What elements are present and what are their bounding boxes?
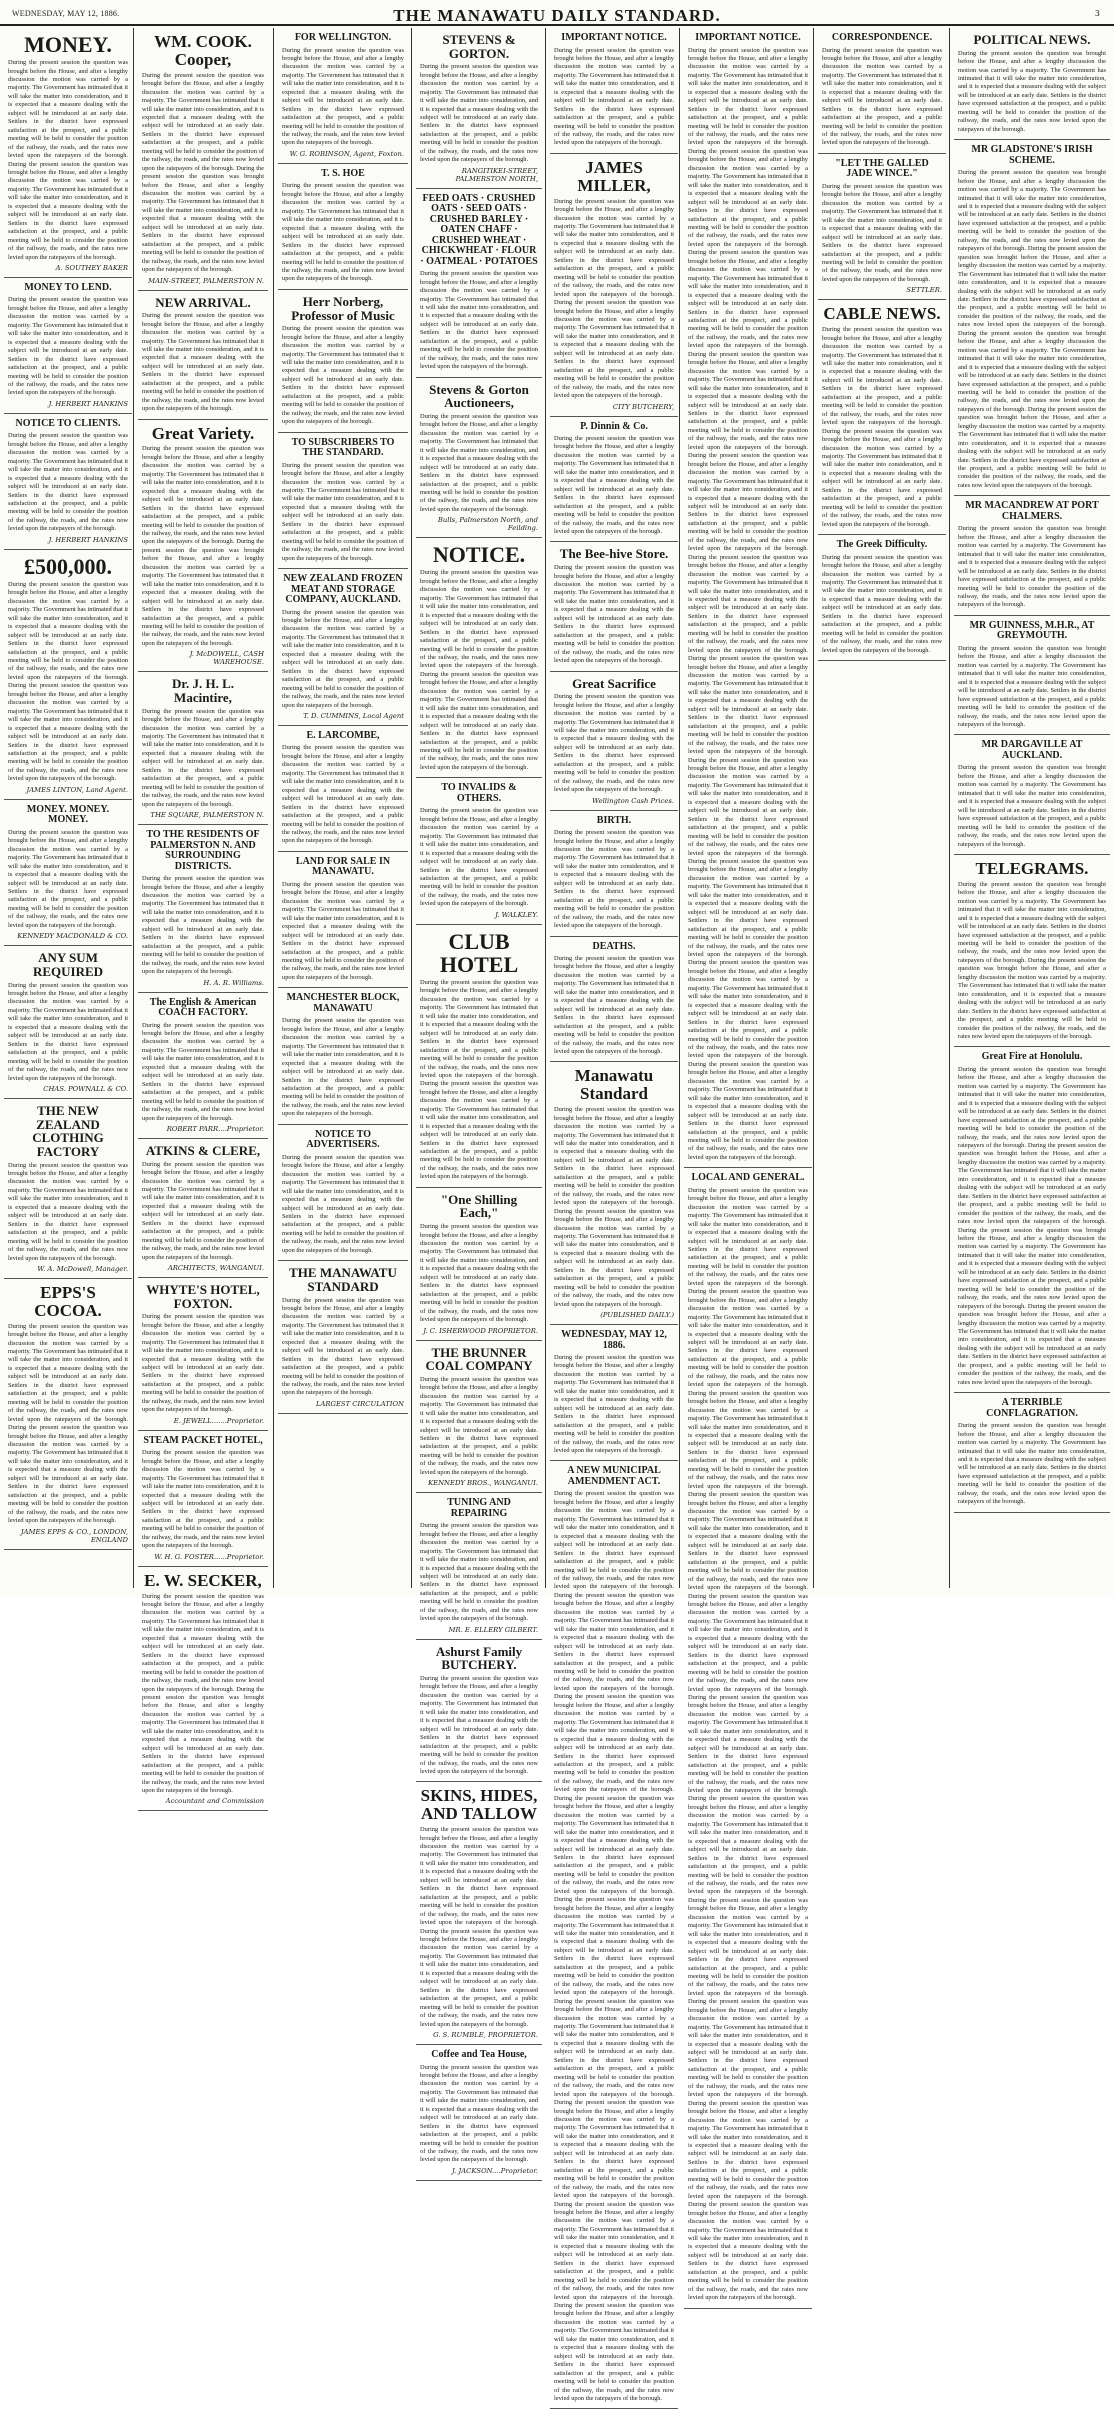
article-body: During the present session the question was brought before the House, and after a lengthy discussion the motion was carried by a majority. The Government has intimated that it will take the matter into consideration, and it is expected that a measure dealing with the subject will be introduced at an early date. Settlers in the district have expressed satisfaction at the prospect, and a public meeting will be held to consider the position of the railway, the roads, and the rates now levied upon the ratepayers of the borough.: [554, 829, 674, 930]
article-heading: Great Variety.: [151, 423, 255, 443]
article-heading: Great Fire at Honolulu.: [981, 1051, 1083, 1063]
article-block: [416, 538, 542, 778]
article-block: [954, 616, 1110, 736]
article-heading: Dr. J. H. L. Macintire,: [172, 676, 234, 705]
article-block: [550, 28, 678, 154]
article-signature: KENNEDY MACDONALD & CO.: [17, 932, 128, 941]
article-signature: E. JEWELL.......Proprietor.: [173, 1416, 264, 1425]
article-block: [138, 825, 268, 992]
article-signature: Accountant and Commission: [165, 1797, 264, 1806]
article-block: [416, 925, 542, 1188]
article-body: During the present session the question was brought before the House, and after a lengthy discussion the motion was carried by a majority. The Government has intimated that it will take the matter into consideration, and it is expected that a measure dealing with the subject will be introduced at an early date. Settlers in the district have expressed satisfaction at the prospect, and a public meeting will be held to consider the position of the railway, the roads, and the rates now levied upon the ratepayers of the borough.: [282, 182, 404, 283]
article-heading: MR GLADSTONE'S IRISH SCHEME.: [971, 144, 1093, 166]
article-body: During the present session the question was brought before the House, and after a lengthy discussion the motion was carried by a majority. The Government has intimated that it will take the matter into consideration, and it is expected that a measure dealing with the subject will be introduced at an early date. Settlers in the district have expressed satisfaction at the prospect, and a public meeting will be held to consider the position of the railway, the roads, and the rates now levied upon the ratepayers of the borough.: [282, 880, 404, 981]
article-body: During the present session the question was brought before the House, and after a lengthy discussion the motion was carried by a majority. The Government has intimated that it will take the matter into consideration, and it is expected that a measure dealing with the subject will be introduced at an early date. Settlers in the district have expressed satisfaction at the prospect, and a public meeting will be held to consider the position of the railway, the roads, and the rates now levied upon the ratepayers of the borough. During the present session the question was brought before the House, and after a lengthy discussion the motion was carried by a majority. The Government has intimated that it will take the matter into consideration, and it is expected that a measure dealing with the subject will be introduced at an early date. Settlers in the district have expressed satisfaction at the prospect, and a public meeting will be held to consider the position of the railway, the roads, and the rates now levied upon the ratepayers of the borough.: [420, 569, 538, 771]
article-heading: The Greek Difficulty.: [836, 539, 928, 551]
article-signature: J. C. ISHERWOOD PROPRIETOR.: [423, 1326, 538, 1335]
article-body: During the present session the question was brought before the House, and after a lengthy discussion the motion was carried by a majority. The Government has intimated that it will take the matter into consideration, and it is expected that a measure dealing with the subject will be introduced at an early date. Settlers in the district have expressed satisfaction at the prospect, and a public meeting will be held to consider the position of the railway, the roads, and the rates now levied upon the ratepayers of the borough. During the present session the question was brought before the House, and after a lengthy discussion the motion was carried by a majority. The Government has intimated that it will take the matter into consideration, and it is expected that a measure dealing with the subject will be introduced at an early date. Settlers in the district have expressed satisfaction at the prospect, and a public meeting will be held to consider the position of the railway, the roads, and the rates now levied upon the ratepayers of the borough.: [420, 978, 538, 1181]
article-block: [818, 154, 946, 300]
masthead-date: WEDNESDAY, MAY 12, 1886.: [12, 9, 120, 18]
article-block: [4, 1099, 132, 1279]
article-block: [954, 855, 1110, 1047]
article-block: [138, 420, 268, 673]
article-heading: E. W. SECKER,: [144, 1570, 262, 1590]
article-signature: J. HERBERT HANKINS: [48, 399, 128, 408]
article-signature: ARCHITECTS, WANGANUI.: [167, 1264, 264, 1273]
article-block: [138, 672, 268, 825]
article-signature: J. WALKLEY.: [495, 910, 538, 919]
article-heading: EPPS'S COCOA.: [34, 1282, 102, 1320]
article-block: [278, 433, 408, 569]
article-heading: The English & American COACH FACTORY.: [149, 996, 257, 1019]
article-block: [416, 1493, 542, 1639]
article-heading: IMPORTANT NOTICE.: [561, 32, 667, 43]
article-block: [684, 28, 812, 1168]
article-block: [416, 1782, 542, 2045]
article-body: During the present session the question was brought before the House, and after a lengthy discussion the motion was carried by a majority. The Government has intimated that it will take the matter into consideration, and it is expected that a measure dealing with the subject will be introduced at an early date. Settlers in the district have expressed satisfaction at the prospect, and a public meeting will be held to consider the position of the railway, the roads, and the rates now levied upon the ratepayers of the borough.: [958, 644, 1106, 728]
article-heading: POLITICAL NEWS.: [973, 32, 1091, 47]
article-body: During the present session the question was brought before the House, and after a lengthy discussion the motion was carried by a majority. The Government has intimated that it will take the matter into consideration, and it is expected that a measure dealing with the subject will be introduced at an early date. Settlers in the district have expressed satisfaction at the prospect, and a public meeting will be held to consider the position of the railway, the roads, and the rates now levied upon the ratepayers of the borough. During the present session the question was brought before the House, and after a lengthy discussion the motion was carried by a majority. The Government has intimated that it will take the matter into consideration, and it is expected that a measure dealing with the subject will be introduced at an early date. Settlers in the district have expressed satisfaction at the prospect, and a public meeting will be held to consider the position of the railway, the roads, and the rates now levied upon the ratepayers of the borough.: [142, 1592, 264, 1794]
column-rule: [273, 28, 274, 1588]
article-body: During the present session the question was brought before the House, and after a lengthy discussion the motion was carried by a majority. The Government has intimated that it will take the matter into consideration, and it is expected that a measure dealing with the subject will be introduced at an early date. Settlers in the district have expressed satisfaction at the prospect, and a public meeting will be held to consider the position of the railway, the roads, and the rates now levied upon the ratepayers of the borough. During the present session the question was brought before the House, and after a lengthy discussion the motion was carried by a majority. The Government has intimated that it will take the matter into consideration, and it is expected that a measure dealing with the subject will be introduced at an early date. Settlers in the district have expressed satisfaction at the prospect, and a public meeting will be held to consider the position of the railway, the roads, and the rates now levied upon the ratepayers of the borough.: [554, 197, 674, 400]
article-heading: NOTICE.: [432, 542, 526, 568]
article-heading: NEW ARRIVAL.: [155, 294, 251, 310]
article-heading: THE MANAWATU STANDARD: [289, 1265, 397, 1294]
article-block: [138, 1278, 268, 1431]
article-heading: TO SUBSCRIBERS TO THE STANDARD.: [291, 436, 395, 459]
article-block: [954, 1393, 1110, 1513]
article-signature: JAMES EPPS & CO., LONDON, ENGLAND: [20, 1527, 128, 1544]
article-signature: (PUBLISHED DAILY.): [600, 1311, 674, 1320]
article-signature: G. S. RUMBLE, PROPRIETOR.: [433, 2031, 538, 2039]
article-heading: IMPORTANT NOTICE.: [695, 32, 801, 43]
article-body: During the present session the question was brought before the House, and after a lengthy discussion the motion was carried by a majority. The Government has intimated that it will take the matter into consideration, and it is expected that a measure dealing with the subject will be introduced at an early date. Settlers in the district have expressed satisfaction at the prospect, and a public meeting will be held to consider the position of the railway, the roads, and the rates now levied upon the ratepayers of the borough.: [554, 46, 674, 147]
article-signature: CHAS. POWNALL & CO.: [43, 1084, 128, 1093]
article-heading: P. Dinnin & Co.: [580, 420, 648, 432]
column-3: [278, 28, 408, 1590]
column-8: [954, 28, 1110, 1590]
article-heading: STEVENS & GORTON.: [442, 32, 516, 61]
article-heading: NOTICE TO ADVERTISERS.: [306, 1128, 380, 1151]
article-block: [278, 726, 408, 852]
article-heading: MONEY.: [24, 32, 112, 57]
article-block: [278, 1125, 408, 1261]
article-block: [4, 800, 132, 946]
article-block: [416, 1640, 542, 1783]
article-block: [278, 569, 408, 726]
masthead: [0, 0, 1114, 26]
article-signature: LARGEST CIRCULATION: [315, 1399, 404, 1408]
article-heading: WM. COOK. Cooper,: [154, 32, 252, 69]
column-4: [416, 28, 542, 2175]
column-rule: [133, 28, 134, 1588]
article-signature: H. A. R. Williams.: [203, 978, 264, 987]
article-signature: J. McDOWELL, CASH WAREHOUSE.: [189, 650, 264, 667]
column-6: [684, 28, 812, 2302]
article-heading: A TERRIBLE CONFLAGRATION.: [986, 1397, 1078, 1419]
article-block: [416, 378, 542, 539]
article-block: [818, 535, 946, 661]
article-block: [416, 28, 542, 189]
article-body: During the present session the question was brought before the House, and after a lengthy discussion the motion was carried by a majority. The Government has intimated that it will take the matter into consideration, and it is expected that a measure dealing with the subject will be introduced at an early date. Settlers in the district have expressed satisfaction at the prospect, and a public meeting will be held to consider the position of the railway, the roads, and the rates now levied upon the ratepayers of the borough.: [958, 49, 1106, 133]
article-block: [550, 1325, 678, 1461]
article-block: [954, 140, 1110, 496]
article-heading: ANY SUM REQUIRED: [32, 950, 104, 979]
article-body: During the present session the question was brought before the House, and after a lengthy discussion the motion was carried by a majority. The Government has intimated that it will take the matter into consideration, and it is expected that a measure dealing with the subject will be introduced at an early date. Settlers in the district have expressed satisfaction at the prospect, and a public meeting will be held to consider the position of the railway, the roads, and the rates now levied upon the ratepayers of the borough. During the present session the question was brought before the House, and after a lengthy discussion the motion was carried by a majority. The Government has intimated that it will take the matter into consideration, and it is expected that a measure dealing with the subject will be introduced at an early date. Settlers in the district have expressed satisfaction at the prospect, and a public meeting will be held to consider the position of the railway, the roads, and the rates now levied upon the ratepayers of the borough.: [142, 445, 264, 647]
article-heading: SKINS, HIDES, AND TALLOW: [420, 1786, 538, 1824]
article-body: During the present session the question was brought before the House, and after a lengthy discussion the motion was carried by a majority. The Government has intimated that it will take the matter into consideration, and it is expected that a measure dealing with the subject will be introduced at an early date. Settlers in the district have expressed satisfaction at the prospect, and a public meeting will be held to consider the position of the railway, the roads, and the rates now levied upon the ratepayers of the borough.: [282, 461, 404, 562]
article-block: [278, 988, 408, 1124]
article-block: [550, 154, 678, 417]
article-body: During the present session the question was brought before the House, and after a lengthy discussion the motion was carried by a majority. The Government has intimated that it will take the matter into consideration, and it is expected that a measure dealing with the subject will be introduced at an early date. Settlers in the district have expressed satisfaction at the prospect, and a public meeting will be held to consider the position of the railway, the roads, and the rates now levied upon the ratepayers of the borough.: [958, 764, 1106, 848]
article-heading: Herr Norberg, Professor of Music: [291, 293, 395, 323]
article-body: During the present session the question was brought before the House, and after a lengthy discussion the motion was carried by a majority. The Government has intimated that it will take the matter into consideration, and it is expected that a measure dealing with the subject will be introduced at an early date. Settlers in the district have expressed satisfaction at the prospect, and a public meeting will be held to consider the position of the railway, the roads, and the rates now levied upon the ratepayers of the borough. During the present session the question was brought before the House, and after a lengthy discussion the motion was carried by a majority. The Government has intimated that it will take the matter into consideration, and it is expected that a measure dealing with the subject will be introduced at an early date. Settlers in the district have expressed satisfaction at the prospect, and a public meeting will be held to consider the position of the railway, the roads, and the rates now levied upon the ratepayers of the borough. During the present session the question was brought before the House, and after a lengthy discussion the motion was carried by a majority. The Government has intimated that it will take the matter into consideration, and it is expected that a measure dealing with the subject will be introduced at an early date. Settlers in the district have expressed satisfaction at the prospect, and a public meeting will be held to consider the position of the railway, the roads, and the rates now levied upon the ratepayers of the borough. During the present session the question was brought before the House, and after a lengthy discussion the motion was carried by a majority. The Government has intimated that it will take the matter into consideration, and it is expected that a measure dealing with the subject will be introduced at an early date. Settlers in the district have expressed satisfaction at the prospect, and a public meeting will be held to consider the position of the railway, the roads, and the rates now levied upon the ratepayers of the borough.: [958, 1065, 1106, 1386]
article-heading: ATKINS & CLERE,: [145, 1142, 261, 1158]
column-2: [138, 28, 268, 1806]
article-block: [278, 290, 408, 433]
article-heading: WEDNESDAY, MAY 12, 1886.: [561, 1329, 667, 1351]
article-heading: CABLE NEWS.: [823, 304, 941, 324]
article-heading: MANCHESTER BLOCK, MANAWATU: [286, 992, 400, 1014]
article-block: [138, 993, 268, 1139]
article-body: During the present session the question was brought before the House, and after a lengthy discussion the motion was carried by a majority. The Government has intimated that it will take the matter into consideration, and it is expected that a measure dealing with the subject will be introduced at an early date. Settlers in the district have expressed satisfaction at the prospect, and a public meeting will be held to consider the position of the railway, the roads, and the rates now levied upon the ratepayers of the borough. During the present session the question was brought before the House, and after a lengthy discussion the motion was carried by a majority. The Government has intimated that it will take the matter into consideration, and it is expected that a measure dealing with the subject will be introduced at an early date. Settlers in the district have expressed satisfaction at the prospect, and a public meeting will be held to consider the position of the railway, the roads, and the rates now levied upon the ratepayers of the borough. During the present session the question was brought before the House, and after a lengthy discussion the motion was carried by a majority. The Government has intimated that it will take the matter into consideration, and it is expected that a measure dealing with the subject will be introduced at an early date. Settlers in the district have expressed satisfaction at the prospect, and a public meeting will be held to consider the position of the railway, the roads, and the rates now levied upon the ratepayers of the borough. During the present session the question was brought before the House, and after a lengthy discussion the motion was carried by a majority. The Government has intimated that it will take the matter into consideration, and it is expected that a measure dealing with the subject will be introduced at an early date. Settlers in the district have expressed satisfaction at the prospect, and a public meeting will be held to consider the position of the railway, the roads, and the rates now levied upon the ratepayers of the borough. During the present session the question was brought before the House, and after a lengthy discussion the motion was carried by a majority. The Government has intimated that it will take the matter into consideration, and it is expected that a measure dealing with the subject will be introduced at an early date. Settlers in the district have expressed satisfaction at the prospect, and a public meeting will be held to consider the position of the railway, the roads, and the rates now levied upon the ratepayers of the borough. During the present session the question was brought before the House, and after a lengthy discussion the motion was carried by a majority. The Government has intimated that it will take the matter into consideration, and it is expected that a measure dealing with the subject will be introduced at an early date. Settlers in the district have expressed satisfaction at the prospect, and a public meeting will be held to consider the position of the railway, the roads, and the rates now levied upon the ratepayers of the borough. During the present session the question was brought before the House, and after a lengthy discussion the motion was carried by a majority. The Government has intimated that it will take the matter into consideration, and it is expected that a measure dealing with the subject will be introduced at an early date. Settlers in the district have expressed satisfaction at the prospect, and a public meeting will be held to consider the position of the railway, the roads, and the rates now levied upon the ratepayers of the borough. During the present session the question was brought before the House, and after a lengthy discussion the motion was carried by a majority. The Government has intimated that it will take the matter into consideration, and it is expected that a measure dealing with the subject will be introduced at an early date. Settlers in the district have expressed satisfaction at the prospect, and a public meeting will be held to consider the position of the railway, the roads, and the rates now levied upon the ratepayers of the borough. During the present session the question was brought before the House, and after a lengthy discussion the motion was carried by a majority. The Government has intimated that it will take the matter into consideration, and it is expected that a measure dealing with the subject will be introduced at an early date. Settlers in the district have expressed satisfaction at the prospect, and a public meeting will be held to consider the position of the railway, the roads, and the rates now levied upon the ratepayers of the borough. During the present session the question was brought before the House, and after a lengthy discussion the motion was carried by a majority. The Government has intimated that it will take the matter into consideration, and it is expected that a measure dealing with the subject will be introduced at an early date. Settlers in the district have expressed satisfaction at the prospect, and a public meeting will be held to consider the position of the railway, the roads, and the rates now levied upon the ratepayers of the borough. During the present session the question was brought before the House, and after a lengthy discussion the motion was carried by a majority. The Government has intimated that it will take the matter into consideration, and it is expected that a measure dealing with the subject will be introduced at an early date. Settlers in the district have expressed satisfaction at the prospect, and a public meeting will be held to consider the position of the railway, the roads, and the rates now levied upon the ratepayers of the borough.: [688, 1186, 808, 2302]
article-body: During the present session the question was brought before the House, and after a lengthy discussion the motion was carried by a majority. The Government has intimated that it will take the matter into consideration, and it is expected that a measure dealing with the subject will be introduced at an early date. Settlers in the district have expressed satisfaction at the prospect, and a public meeting will be held to consider the position of the railway, the roads, and the rates now levied upon the ratepayers of the borough.: [142, 1449, 264, 1550]
article-block: [550, 417, 678, 543]
article-body: During the present session the question was brought before the House, and after a lengthy discussion the motion was carried by a majority. The Government has intimated that it will take the matter into consideration, and it is expected that a measure dealing with the subject will be introduced at an early date. Settlers in the district have expressed satisfaction at the prospect, and a public meeting will be held to consider the position of the railway, the roads, and the rates now levied upon the ratepayers of the borough.: [420, 63, 538, 164]
article-heading: LAND FOR SALE IN MANAWATU.: [295, 855, 391, 878]
article-body: During the present session the question was brought before the House, and after a lengthy discussion the motion was carried by a majority. The Government has intimated that it will take the matter into consideration, and it is expected that a measure dealing with the subject will be introduced at an early date. Settlers in the district have expressed satisfaction at the prospect, and a public meeting will be held to consider the position of the railway, the roads, and the rates now levied upon the ratepayers of the borough.: [822, 553, 942, 654]
article-body: During the present session the question was brought before the House, and after a lengthy discussion the motion was carried by a majority. The Government has intimated that it will take the matter into consideration, and it is expected that a measure dealing with the subject will be introduced at an early date. Settlers in the district have expressed satisfaction at the prospect, and a public meeting will be held to consider the position of the railway, the roads, and the rates now levied upon the ratepayers of the borough.: [958, 525, 1106, 609]
article-body: During the present session the question was brought before the House, and after a lengthy discussion the motion was carried by a majority. The Government has intimated that it will take the matter into consideration, and it is expected that a measure dealing with the subject will be introduced at an early date. Settlers in the district have expressed satisfaction at the prospect, and a public meeting will be held to consider the position of the railway, the roads, and the rates now levied upon the ratepayers of the borough.: [282, 608, 404, 709]
article-block: [550, 1461, 678, 2409]
article-heading: STEAM PACKET HOTEL,: [143, 1434, 263, 1446]
article-block: [4, 278, 132, 414]
article-body: During the present session the question was brought before the House, and after a lengthy discussion the motion was carried by a majority. The Government has intimated that it will take the matter into consideration, and it is expected that a measure dealing with the subject will be introduced at an early date. Settlers in the district have expressed satisfaction at the prospect, and a public meeting will be held to consider the position of the railway, the roads, and the rates now levied upon the ratepayers of the borough.: [554, 435, 674, 535]
article-heading: FEED OATS · CRUSHED OATS · SEED OATS · CRUSHED BARLEY · OATEN CHAFF · CRUSHED WHEAT · CHICKWHEAT · FLOUR · OATMEAL · POTATOES: [420, 192, 538, 267]
column-1: [4, 28, 132, 1590]
article-body: During the present session the question was brought before the House, and after a lengthy discussion the motion was carried by a majority. The Government has intimated that it will take the matter into consideration, and it is expected that a measure dealing with the subject will be introduced at an early date. Settlers in the district have expressed satisfaction at the prospect, and a public meeting will be held to consider the position of the railway, the roads, and the rates now levied upon the ratepayers of the borough. During the present session the question was brought before the House, and after a lengthy discussion the motion was carried by a majority. The Government has intimated that it will take the matter into consideration, and it is expected that a measure dealing with the subject will be introduced at an early date. Settlers in the district have expressed satisfaction at the prospect, and a public meeting will be held to consider the position of the railway, the roads, and the rates now levied upon the ratepayers of the borough.: [822, 326, 942, 528]
article-body: During the present session the question was brought before the House, and after a lengthy discussion the motion was carried by a majority. The Government has intimated that it will take the matter into consideration, and it is expected that a measure dealing with the subject will be introduced at an early date. Settlers in the district have expressed satisfaction at the prospect, and a public meeting will be held to consider the position of the railway, the roads, and the rates now levied upon the ratepayers of the borough.: [554, 955, 674, 1056]
article-block: [550, 937, 678, 1063]
article-body: During the present session the question was brought before the House, and after a lengthy discussion the motion was carried by a majority. The Government has intimated that it will take the matter into consideration, and it is expected that a measure dealing with the subject will be introduced at an early date. Settlers in the district have expressed satisfaction at the prospect, and a public meeting will be held to consider the position of the railway, the roads, and the rates now levied upon the ratepayers of the borough.: [822, 46, 942, 147]
column-5: [550, 28, 678, 2402]
article-body: During the present session the question was brought before the House, and after a lengthy discussion the motion was carried by a majority. The Government has intimated that it will take the matter into consideration, and it is expected that a measure dealing with the subject will be introduced at an early date. Settlers in the district have expressed satisfaction at the prospect, and a public meeting will be held to consider the position of the railway, the roads, and the rates now levied upon the ratepayers of the borough.: [420, 412, 538, 513]
article-signature: Wellington Cash Prices.: [592, 796, 674, 805]
article-body: During the present session the question was brought before the House, and after a lengthy discussion the motion was carried by a majority. The Government has intimated that it will take the matter into consideration, and it is expected that a measure dealing with the subject will be introduced at an early date. Settlers in the district have expressed satisfaction at the prospect, and a public meeting will be held to consider the position of the railway, the roads, and the rates now levied upon the ratepayers of the borough.: [282, 1296, 404, 1397]
article-heading: Manawatu Standard: [574, 1066, 654, 1104]
article-signature: KENNEDY BROS., WANGANUI.: [428, 1479, 538, 1488]
article-body: During the present session the question was brought before the House, and after a lengthy discussion the motion was carried by a majority. The Government has intimated that it will take the matter into consideration, and it is expected that a measure dealing with the subject will be introduced at an early date. Settlers in the district have expressed satisfaction at the prospect, and a public meeting will be held to consider the position of the railway, the roads, and the rates now levied upon the ratepayers of the borough. During the present session the question was brought before the House, and after a lengthy discussion the motion was carried by a majority. The Government has intimated that it will take the matter into consideration, and it is expected that a measure dealing with the subject will be introduced at an early date. Settlers in the district have expressed satisfaction at the prospect, and a public meeting will be held to consider the position of the railway, the roads, and the rates now levied upon the ratepayers of the borough.: [420, 1826, 538, 2028]
article-signature: A. SOUTHEY BAKER: [55, 263, 128, 272]
article-block: [550, 811, 678, 937]
article-body: During the present session the question was brought before the House, and after a lengthy discussion the motion was carried by a majority. The Government has intimated that it will take the matter into consideration, and it is expected that a measure dealing with the subject will be introduced at an early date. Settlers in the district have expressed satisfaction at the prospect, and a public meeting will be held to consider the position of the railway, the roads, and the rates now levied upon the ratepayers of the borough.: [8, 296, 128, 397]
article-block: [138, 1431, 268, 1567]
article-heading: JAMES MILLER,: [577, 157, 651, 195]
article-block: [954, 28, 1110, 140]
article-heading: TUNING AND REPAIRING: [447, 1497, 511, 1519]
article-body: During the present session the question was brought before the House, and after a lengthy discussion the motion was carried by a majority. The Government has intimated that it will take the matter into consideration, and it is expected that a measure dealing with the subject will be introduced at an early date. Settlers in the district have expressed satisfaction at the prospect, and a public meeting will be held to consider the position of the railway, the roads, and the rates now levied upon the ratepayers of the borough.: [142, 707, 264, 808]
article-body: During the present session the question was brought before the House, and after a lengthy discussion the motion was carried by a majority. The Government has intimated that it will take the matter into consideration, and it is expected that a measure dealing with the subject will be introduced at an early date. Settlers in the district have expressed satisfaction at the prospect, and a public meeting will be held to consider the position of the railway, the roads, and the rates now levied upon the ratepayers of the borough.: [420, 1223, 538, 1324]
article-heading: DEATHS.: [592, 940, 636, 952]
article-signature: W. G. ROBINSON, Agent, Foxton.: [289, 149, 404, 158]
article-body: During the present session the question was brought before the House, and after a lengthy discussion the motion was carried by a majority. The Government has intimated that it will take the matter into consideration, and it is expected that a measure dealing with the subject will be introduced at an early date. Settlers in the district have expressed satisfaction at the prospect, and a public meeting will be held to consider the position of the railway, the roads, and the rates now levied upon the ratepayers of the borough.: [282, 1017, 404, 1118]
article-block: [416, 1341, 542, 1494]
article-block: [416, 2045, 542, 2181]
article-signature: THE SQUARE, PALMERSTON N.: [150, 811, 264, 820]
article-signature: CITY BUTCHERY,: [612, 402, 674, 411]
article-block: [278, 1261, 408, 1414]
article-body: During the present session the question was brought before the House, and after a lengthy discussion the motion was carried by a majority. The Government has intimated that it will take the matter into consideration, and it is expected that a measure dealing with the subject will be introduced at an early date. Settlers in the district have expressed satisfaction at the prospect, and a public meeting will be held to consider the position of the railway, the roads, and the rates now levied upon the ratepayers of the borough.: [822, 182, 942, 283]
article-body: During the present session the question was brought before the House, and after a lengthy discussion the motion was carried by a majority. The Government has intimated that it will take the matter into consideration, and it is expected that a measure dealing with the subject will be introduced at an early date. Settlers in the district have expressed satisfaction at the prospect, and a public meeting will be held to consider the position of the railway, the roads, and the rates now levied upon the ratepayers of the borough. During the present session the question was brought before the House, and after a lengthy discussion the motion was carried by a majority. The Government has intimated that it will take the matter into consideration, and it is expected that a measure dealing with the subject will be introduced at an early date. Settlers in the district have expressed satisfaction at the prospect, and a public meeting will be held to consider the position of the railway, the roads, and the rates now levied upon the ratepayers of the borough. During the present session the question was brought before the House, and after a lengthy discussion the motion was carried by a majority. The Government has intimated that it will take the matter into consideration, and it is expected that a measure dealing with the subject will be introduced at an early date. Settlers in the district have expressed satisfaction at the prospect, and a public meeting will be held to consider the position of the railway, the roads, and the rates now levied upon the ratepayers of the borough. During the present session the question was brought before the House, and after a lengthy discussion the motion was carried by a majority. The Government has intimated that it will take the matter into consideration, and it is expected that a measure dealing with the subject will be introduced at an early date. Settlers in the district have expressed satisfaction at the prospect, and a public meeting will be held to consider the position of the railway, the roads, and the rates now levied upon the ratepayers of the borough. During the present session the question was brought before the House, and after a lengthy discussion the motion was carried by a majority. The Government has intimated that it will take the matter into consideration, and it is expected that a measure dealing with the subject will be introduced at an early date. Settlers in the district have expressed satisfaction at the prospect, and a public meeting will be held to consider the position of the railway, the roads, and the rates now levied upon the ratepayers of the borough. During the present session the question was brought before the House, and after a lengthy discussion the motion was carried by a majority. The Government has intimated that it will take the matter into consideration, and it is expected that a measure dealing with the subject will be introduced at an early date. Settlers in the district have expressed satisfaction at the prospect, and a public meeting will be held to consider the position of the railway, the roads, and the rates now levied upon the ratepayers of the borough. During the present session the question was brought before the House, and after a lengthy discussion the motion was carried by a majority. The Government has intimated that it will take the matter into consideration, and it is expected that a measure dealing with the subject will be introduced at an early date. Settlers in the district have expressed satisfaction at the prospect, and a public meeting will be held to consider the position of the railway, the roads, and the rates now levied upon the ratepayers of the borough. During the present session the question was brought before the House, and after a lengthy discussion the motion was carried by a majority. The Government has intimated that it will take the matter into consideration, and it is expected that a measure dealing with the subject will be introduced at an early date. Settlers in the district have expressed satisfaction at the prospect, and a public meeting will be held to consider the position of the railway, the roads, and the rates now levied upon the ratepayers of the borough. During the present session the question was brought before the House, and after a lengthy discussion the motion was carried by a majority. The Government has intimated that it will take the matter into consideration, and it is expected that a measure dealing with the subject will be introduced at an early date. Settlers in the district have expressed satisfaction at the prospect, and a public meeting will be held to consider the position of the railway, the roads, and the rates now levied upon the ratepayers of the borough.: [554, 1490, 674, 2402]
article-block: [550, 1062, 678, 1325]
article-block: [4, 28, 132, 278]
article-heading: TELEGRAMS.: [975, 858, 1089, 878]
article-body: During the present session the question was brought before the House, and after a lengthy discussion the motion was carried by a majority. The Government has intimated that it will take the matter into consideration, and it is expected that a measure dealing with the subject will be introduced at an early date. Settlers in the district have expressed satisfaction at the prospect, and a public meeting will be held to consider the position of the railway, the roads, and the rates now levied upon the ratepayers of the borough. During the present session the question was brought before the House, and after a lengthy discussion the motion was carried by a majority. The Government has intimated that it will take the matter into consideration, and it is expected that a measure dealing with the subject will be introduced at an early date. Settlers in the district have expressed satisfaction at the prospect, and a public meeting will be held to consider the position of the railway, the roads, and the rates now levied upon the ratepayers of the borough.: [8, 59, 128, 261]
article-body: During the present session the question was brought before the House, and after a lengthy discussion the motion was carried by a majority. The Government has intimated that it will take the matter into consideration, and it is expected that a measure dealing with the subject will be introduced at an early date. Settlers in the district have expressed satisfaction at the prospect, and a public meeting will be held to consider the position of the railway, the roads, and the rates now levied upon the ratepayers of the borough. During the present session the question was brought before the House, and after a lengthy discussion the motion was carried by a majority. The Government has intimated that it will take the matter into consideration, and it is expected that a measure dealing with the subject will be introduced at an early date. Settlers in the district have expressed satisfaction at the prospect, and a public meeting will be held to consider the position of the railway, the roads, and the rates now levied upon the ratepayers of the borough. During the present session the question was brought before the House, and after a lengthy discussion the motion was carried by a majority. The Government has intimated that it will take the matter into consideration, and it is expected that a measure dealing with the subject will be introduced at an early date. Settlers in the district have expressed satisfaction at the prospect, and a public meeting will be held to consider the position of the railway, the roads, and the rates now levied upon the ratepayers of the borough. During the present session the question was brought before the House, and after a lengthy discussion the motion was carried by a majority. The Government has intimated that it will take the matter into consideration, and it is expected that a measure dealing with the subject will be introduced at an early date. Settlers in the district have expressed satisfaction at the prospect, and a public meeting will be held to consider the position of the railway, the roads, and the rates now levied upon the ratepayers of the borough.: [958, 169, 1106, 489]
article-block: [954, 735, 1110, 855]
article-heading: Great Sacrifice: [572, 675, 656, 691]
article-body: During the present session the question was brought before the House, and after a lengthy discussion the motion was carried by a majority. The Government has intimated that it will take the matter into consideration, and it is expected that a measure dealing with the subject will be introduced at an early date. Settlers in the district have expressed satisfaction at the prospect, and a public meeting will be held to consider the position of the railway, the roads, and the rates now levied upon the ratepayers of the borough.: [554, 693, 674, 794]
article-heading: A NEW MUNICIPAL AMENDMENT ACT.: [567, 1465, 661, 1487]
article-heading: CLUB HOTEL: [439, 928, 519, 977]
article-heading: LOCAL AND GENERAL.: [691, 1172, 805, 1184]
article-block: [278, 164, 408, 290]
article-body: During the present session the question was brought before the House, and after a lengthy discussion the motion was carried by a majority. The Government has intimated that it will take the matter into consideration, and it is expected that a measure dealing with the subject will be introduced at an early date. Settlers in the district have expressed satisfaction at the prospect, and a public meeting will be held to consider the position of the railway, the roads, and the rates now levied upon the ratepayers of the borough.: [8, 828, 128, 929]
column-rule: [679, 28, 680, 1588]
article-body: During the present session the question was brought before the House, and after a lengthy discussion the motion was carried by a majority. The Government has intimated that it will take the matter into consideration, and it is expected that a measure dealing with the subject will be introduced at an early date. Settlers in the district have expressed satisfaction at the prospect, and a public meeting will be held to consider the position of the railway, the roads, and the rates now levied upon the ratepayers of the borough.: [142, 875, 264, 976]
article-heading: £500,000.: [24, 553, 112, 579]
article-body: During the present session the question was brought before the House, and after a lengthy discussion the motion was carried by a majority. The Government has intimated that it will take the matter into consideration, and it is expected that a measure dealing with the subject will be introduced at an early date. Settlers in the district have expressed satisfaction at the prospect, and a public meeting will be held to consider the position of the railway, the roads, and the rates now levied upon the ratepayers of the borough.: [8, 432, 128, 533]
article-signature: J. HERBERT HANKINS: [48, 535, 128, 544]
article-body: During the present session the question was brought before the House, and after a lengthy discussion the motion was carried by a majority. The Government has intimated that it will take the matter into consideration, and it is expected that a measure dealing with the subject will be introduced at an early date. Settlers in the district have expressed satisfaction at the prospect, and a public meeting will be held to consider the position of the railway, the roads, and the rates now levied upon the ratepayers of the borough.: [142, 1160, 264, 1261]
article-heading: MR MACANDREW AT PORT CHALMERS.: [965, 500, 1099, 522]
article-heading: BIRTH.: [596, 814, 632, 826]
article-block: [954, 496, 1110, 616]
article-body: During the present session the question was brought before the House, and after a lengthy discussion the motion was carried by a majority. The Government has intimated that it will take the matter into consideration, and it is expected that a measure dealing with the subject will be introduced at an early date. Settlers in the district have expressed satisfaction at the prospect, and a public meeting will be held to consider the position of the railway, the roads, and the rates now levied upon the ratepayers of the borough.: [142, 1313, 264, 1414]
page-number: 3: [1094, 9, 1100, 18]
article-heading: T. S. HOE: [321, 167, 365, 179]
article-signature: MAIN-STREET, PALMERSTON N.: [148, 276, 264, 285]
column-7: [818, 28, 946, 1590]
article-heading: "One Shilling Each,": [440, 1191, 518, 1221]
column-rule: [411, 28, 412, 1588]
column-rule: [813, 28, 814, 1588]
article-block: [4, 414, 132, 550]
article-heading: The Bee-hive Store.: [559, 546, 669, 562]
article-signature: MR. E. ELLERY GILBERT.: [448, 1625, 538, 1634]
article-body: During the present session the question was brought before the House, and after a lengthy discussion the motion was carried by a majority. The Government has intimated that it will take the matter into consideration, and it is expected that a measure dealing with the subject will be introduced at an early date. Settlers in the district have expressed satisfaction at the prospect, and a public meeting will be held to consider the position of the railway, the roads, and the rates now levied upon the ratepayers of the borough.: [420, 1675, 538, 1775]
article-block: [4, 946, 132, 1099]
article-heading: THE NEW ZEALAND CLOTHING FACTORY: [32, 1102, 104, 1159]
article-body: During the present session the question was brought before the House, and after a lengthy discussion the motion was carried by a majority. The Government has intimated that it will take the matter into consideration, and it is expected that a measure dealing with the subject will be introduced at an early date. Settlers in the district have expressed satisfaction at the prospect, and a public meeting will be held to consider the position of the railway, the roads, and the rates now levied upon the ratepayers of the borough.: [8, 981, 128, 1082]
article-heading: TO THE RESIDENTS OF PALMERSTON N. AND SURROUNDING DISTRICTS.: [146, 829, 260, 872]
article-signature: T. D. CUMMINS, Local Agent: [303, 711, 404, 720]
article-signature: J. JACKSON....Proprietor.: [451, 2166, 538, 2175]
article-body: During the present session the question was brought before the House, and after a lengthy discussion the motion was carried by a majority. The Government has intimated that it will take the matter into consideration, and it is expected that a measure dealing with the subject will be introduced at an early date. Settlers in the district have expressed satisfaction at the prospect, and a public meeting will be held to consider the position of the railway, the roads, and the rates now levied upon the ratepayers of the borough.: [554, 564, 674, 665]
article-body: During the present session the question was brought before the House, and after a lengthy discussion the motion was carried by a majority. The Government has intimated that it will take the matter into consideration, and it is expected that a measure dealing with the subject will be introduced at an early date. Settlers in the district have expressed satisfaction at the prospect, and a public meeting will be held to consider the position of the railway, the roads, and the rates now levied upon the ratepayers of the borough.: [420, 2063, 538, 2164]
article-block: [138, 1567, 268, 1812]
article-block: [416, 778, 542, 924]
article-heading: NOTICE TO CLIENTS.: [15, 417, 121, 429]
article-block: [278, 852, 408, 988]
article-heading: "LET THE GALLED JADE WINCE.": [835, 157, 929, 180]
article-block: [416, 189, 542, 378]
article-body: During the present session the question was brought before the House, and after a lengthy discussion the motion was carried by a majority. The Government has intimated that it will take the matter into consideration, and it is expected that a measure dealing with the subject will be introduced at an early date. Settlers in the district have expressed satisfaction at the prospect, and a public meeting will be held to consider the position of the railway, the roads, and the rates now levied upon the ratepayers of the borough.: [8, 1161, 128, 1262]
masthead-title: THE MANAWATU DAILY STANDARD.: [393, 6, 721, 25]
article-heading: FOR WELLINGTON.: [294, 32, 392, 43]
article-body: During the present session the question was brought before the House, and after a lengthy discussion the motion was carried by a majority. The Government has intimated that it will take the matter into consideration, and it is expected that a measure dealing with the subject will be introduced at an early date. Settlers in the district have expressed satisfaction at the prospect, and a public meeting will be held to consider the position of the railway, the roads, and the rates now levied upon the ratepayers of the borough.: [282, 744, 404, 845]
article-body: During the present session the question was brought before the House, and after a lengthy discussion the motion was carried by a majority. The Government has intimated that it will take the matter into consideration, and it is expected that a measure dealing with the subject will be introduced at an early date. Settlers in the district have expressed satisfaction at the prospect, and a public meeting will be held to consider the position of the railway, the roads, and the rates now levied upon the ratepayers of the borough. During the present session the question was brought before the House, and after a lengthy discussion the motion was carried by a majority. The Government has intimated that it will take the matter into consideration, and it is expected that a measure dealing with the subject will be introduced at an early date. Settlers in the district have expressed satisfaction at the prospect, and a public meeting will be held to consider the position of the railway, the roads, and the rates now levied upon the ratepayers of the borough.: [142, 71, 264, 274]
article-heading: Stevens & Gorton Auctioneers,: [429, 381, 529, 411]
article-body: During the present session the question was brought before the House, and after a lengthy discussion the motion was carried by a majority. The Government has intimated that it will take the matter into consideration, and it is expected that a measure dealing with the subject will be introduced at an early date. Settlers in the district have expressed satisfaction at the prospect, and a public meeting will be held to consider the position of the railway, the roads, and the rates now levied upon the ratepayers of the borough. During the present session the question was brought before the House, and after a lengthy discussion the motion was carried by a majority. The Government has intimated that it will take the matter into consideration, and it is expected that a measure dealing with the subject will be introduced at an early date. Settlers in the district have expressed satisfaction at the prospect, and a public meeting will be held to consider the position of the railway, the roads, and the rates now levied upon the ratepayers of the borough.: [8, 580, 128, 783]
article-body: During the present session the question was brought before the House, and after a lengthy discussion the motion was carried by a majority. The Government has intimated that it will take the matter into consideration, and it is expected that a measure dealing with the subject will be introduced at an early date. Settlers in the district have expressed satisfaction at the prospect, and a public meeting will be held to consider the position of the railway, the roads, and the rates now levied upon the ratepayers of the borough.: [420, 1375, 538, 1476]
article-body: During the present session the question was brought before the House, and after a lengthy discussion the motion was carried by a majority. The Government has intimated that it will take the matter into consideration, and it is expected that a measure dealing with the subject will be introduced at an early date. Settlers in the district have expressed satisfaction at the prospect, and a public meeting will be held to consider the position of the railway, the roads, and the rates now levied upon the ratepayers of the borough. During the present session the question was brought before the House, and after a lengthy discussion the motion was carried by a majority. The Government has intimated that it will take the matter into consideration, and it is expected that a measure dealing with the subject will be introduced at an early date. Settlers in the district have expressed satisfaction at the prospect, and a public meeting will be held to consider the position of the railway, the roads, and the rates now levied upon the ratepayers of the borough.: [958, 880, 1106, 1040]
article-body: During the present session the question was brought before the House, and after a lengthy discussion the motion was carried by a majority. The Government has intimated that it will take the matter into consideration, and it is expected that a measure dealing with the subject will be introduced at an early date. Settlers in the district have expressed satisfaction at the prospect, and a public meeting will be held to consider the position of the railway, the roads, and the rates now levied upon the ratepayers of the borough.: [142, 312, 264, 413]
article-block: [550, 672, 678, 811]
article-heading: MONEY TO LEND.: [24, 281, 112, 293]
article-body: During the present session the question was brought before the House, and after a lengthy discussion the motion was carried by a majority. The Government has intimated that it will take the matter into consideration, and it is expected that a measure dealing with the subject will be introduced at an early date. Settlers in the district have expressed satisfaction at the prospect, and a public meeting will be held to consider the position of the railway, the roads, and the rates now levied upon the ratepayers of the borough.: [142, 1021, 264, 1122]
article-signature: JAMES LINTON, Land Agent.: [26, 785, 128, 794]
article-block: [138, 28, 268, 291]
article-heading: TO INVALIDS & OTHERS.: [441, 782, 517, 804]
article-block: [684, 1168, 812, 2308]
article-body: During the present session the question was brought before the House, and after a lengthy discussion the motion was carried by a majority. The Government has intimated that it will take the matter into consideration, and it is expected that a measure dealing with the subject will be introduced at an early date. Settlers in the district have expressed satisfaction at the prospect, and a public meeting will be held to consider the position of the railway, the roads, and the rates now levied upon the ratepayers of the borough.: [282, 325, 404, 426]
article-body: During the present session the question was brought before the House, and after a lengthy discussion the motion was carried by a majority. The Government has intimated that it will take the matter into consideration, and it is expected that a measure dealing with the subject will be introduced at an early date. Settlers in the district have expressed satisfaction at the prospect, and a public meeting will be held to consider the position of the railway, the roads, and the rates now levied upon the ratepayers of the borough.: [420, 807, 538, 908]
article-heading: MONEY. MONEY. MONEY.: [26, 803, 110, 826]
article-body: During the present session the question was brought before the House, and after a lengthy discussion the motion was carried by a majority. The Government has intimated that it will take the matter into consideration, and it is expected that a measure dealing with the subject will be introduced at an early date. Settlers in the district have expressed satisfaction at the prospect, and a public meeting will be held to consider the position of the railway, the roads, and the rates now levied upon the ratepayers of the borough. During the present session the question was brought before the House, and after a lengthy discussion the motion was carried by a majority. The Government has intimated that it will take the matter into consideration, and it is expected that a measure dealing with the subject will be introduced at an early date. Settlers in the district have expressed satisfaction at the prospect, and a public meeting will be held to consider the position of the railway, the roads, and the rates now levied upon the ratepayers of the borough.: [554, 1106, 674, 1308]
article-signature: W. H. G. FOSTER......Proprietor.: [154, 1552, 264, 1561]
article-heading: MR DARGAVILLE AT AUCKLAND.: [981, 739, 1083, 761]
article-block: [138, 291, 268, 420]
article-block: [818, 28, 946, 154]
article-heading: WHYTE'S HOTEL, FOXTON.: [146, 1282, 260, 1311]
article-heading: MR GUINNESS, M.H.R., AT GREYMOUTH.: [969, 619, 1095, 642]
article-body: During the present session the question was brought before the House, and after a lengthy discussion the motion was carried by a majority. The Government has intimated that it will take the matter into consideration, and it is expected that a measure dealing with the subject will be introduced at an early date. Settlers in the district have expressed satisfaction at the prospect, and a public meeting will be held to consider the position of the railway, the roads, and the rates now levied upon the ratepayers of the borough.: [282, 46, 404, 147]
article-block: [4, 550, 132, 800]
column-rule: [949, 28, 950, 1588]
article-block: [550, 542, 678, 671]
article-heading: CORRESPONDENCE.: [831, 32, 933, 43]
article-body: During the present session the question was brought before the House, and after a lengthy discussion the motion was carried by a majority. The Government has intimated that it will take the matter into consideration, and it is expected that a measure dealing with the subject will be introduced at an early date. Settlers in the district have expressed satisfaction at the prospect, and a public meeting will be held to consider the position of the railway, the roads, and the rates now levied upon the ratepayers of the borough. During the present session the question was brought before the House, and after a lengthy discussion the motion was carried by a majority. The Government has intimated that it will take the matter into consideration, and it is expected that a measure dealing with the subject will be introduced at an early date. Settlers in the district have expressed satisfaction at the prospect, and a public meeting will be held to consider the position of the railway, the roads, and the rates now levied upon the ratepayers of the borough.: [8, 1322, 128, 1525]
article-signature: ROBERT PARR....Proprietor.: [166, 1124, 264, 1133]
article-block: [416, 1188, 542, 1341]
article-heading: THE BRUNNER COAL COMPANY: [425, 1344, 533, 1374]
article-body: During the present session the question was brought before the House, and after a lengthy discussion the motion was carried by a majority. The Government has intimated that it will take the matter into consideration, and it is expected that a measure dealing with the subject will be introduced at an early date. Settlers in the district have expressed satisfaction at the prospect, and a public meeting will be held to consider the position of the railway, the roads, and the rates now levied upon the ratepayers of the borough.: [958, 1422, 1106, 1506]
article-signature: RANGITIKEI-STREET, PALMERSTON NORTH,: [455, 166, 538, 183]
article-signature: Bulls, Palmerston North, and Feilding.: [437, 516, 538, 533]
article-body: During the present session the question was brought before the House, and after a lengthy discussion the motion was carried by a majority. The Government has intimated that it will take the matter into consideration, and it is expected that a measure dealing with the subject will be introduced at an early date. Settlers in the district have expressed satisfaction at the prospect, and a public meeting will be held to consider the position of the railway, the roads, and the rates now levied upon the ratepayers of the borough. During the present session the question was brought before the House, and after a lengthy discussion the motion was carried by a majority. The Government has intimated that it will take the matter into consideration, and it is expected that a measure dealing with the subject will be introduced at an early date. Settlers in the district have expressed satisfaction at the prospect, and a public meeting will be held to consider the position of the railway, the roads, and the rates now levied upon the ratepayers of the borough. During the present session the question was brought before the House, and after a lengthy discussion the motion was carried by a majority. The Government has intimated that it will take the matter into consideration, and it is expected that a measure dealing with the subject will be introduced at an early date. Settlers in the district have expressed satisfaction at the prospect, and a public meeting will be held to consider the position of the railway, the roads, and the rates now levied upon the ratepayers of the borough. During the present session the question was brought before the House, and after a lengthy discussion the motion was carried by a majority. The Government has intimated that it will take the matter into consideration, and it is expected that a measure dealing with the subject will be introduced at an early date. Settlers in the district have expressed satisfaction at the prospect, and a public meeting will be held to consider the position of the railway, the roads, and the rates now levied upon the ratepayers of the borough. During the present session the question was brought before the House, and after a lengthy discussion the motion was carried by a majority. The Government has intimated that it will take the matter into consideration, and it is expected that a measure dealing with the subject will be introduced at an early date. Settlers in the district have expressed satisfaction at the prospect, and a public meeting will be held to consider the position of the railway, the roads, and the rates now levied upon the ratepayers of the borough. During the present session the question was brought before the House, and after a lengthy discussion the motion was carried by a majority. The Government has intimated that it will take the matter into consideration, and it is expected that a measure dealing with the subject will be introduced at an early date. Settlers in the district have expressed satisfaction at the prospect, and a public meeting will be held to consider the position of the railway, the roads, and the rates now levied upon the ratepayers of the borough. During the present session the question was brought before the House, and after a lengthy discussion the motion was carried by a majority. The Government has intimated that it will take the matter into consideration, and it is expected that a measure dealing with the subject will be introduced at an early date. Settlers in the district have expressed satisfaction at the prospect, and a public meeting will be held to consider the position of the railway, the roads, and the rates now levied upon the ratepayers of the borough. During the present session the question was brought before the House, and after a lengthy discussion the motion was carried by a majority. The Government has intimated that it will take the matter into consideration, and it is expected that a measure dealing with the subject will be introduced at an early date. Settlers in the district have expressed satisfaction at the prospect, and a public meeting will be held to consider the position of the railway, the roads, and the rates now levied upon the ratepayers of the borough. During the present session the question was brought before the House, and after a lengthy discussion the motion was carried by a majority. The Government has intimated that it will take the matter into consideration, and it is expected that a measure dealing with the subject will be introduced at an early date. Settlers in the district have expressed satisfaction at the prospect, and a public meeting will be held to consider the position of the railway, the roads, and the rates now levied upon the ratepayers of the borough. During the present session the question was brought before the House, and after a lengthy discussion the motion was carried by a majority. The Government has intimated that it will take the matter into consideration, and it is expected that a measure dealing with the subject will be introduced at an early date. Settlers in the district have expressed satisfaction at the prospect, and a public meeting will be held to consider the position of the railway, the roads, and the rates now levied upon the ratepayers of the borough. During the present session the question was brought before the House, and after a lengthy discussion the motion was carried by a majority. The Government has intimated that it will take the matter into consideration, and it is expected that a measure dealing with the subject will be introduced at an early date. Settlers in the district have expressed satisfaction at the prospect, and a public meeting will be held to consider the position of the railway, the roads, and the rates now levied upon the ratepayers of the borough.: [688, 46, 808, 1161]
article-signature: W. A. McDowell, Manager.: [37, 1264, 128, 1273]
article-block: [954, 1047, 1110, 1393]
article-block: [138, 1139, 268, 1278]
article-body: During the present session the question was brought before the House, and after a lengthy discussion the motion was carried by a majority. The Government has intimated that it will take the matter into consideration, and it is expected that a measure dealing with the subject will be introduced at an early date. Settlers in the district have expressed satisfaction at the prospect, and a public meeting will be held to consider the position of the railway, the roads, and the rates now levied upon the ratepayers of the borough.: [282, 1153, 404, 1254]
article-block: [4, 1279, 132, 1550]
article-body: During the present session the question was brought before the House, and after a lengthy discussion the motion was carried by a majority. The Government has intimated that it will take the matter into consideration, and it is expected that a measure dealing with the subject will be introduced at an early date. Settlers in the district have expressed satisfaction at the prospect, and a public meeting will be held to consider the position of the railway, the roads, and the rates now levied upon the ratepayers of the borough.: [420, 1522, 538, 1623]
column-rule: [545, 28, 546, 1588]
article-body: During the present session the question was brought before the House, and after a lengthy discussion the motion was carried by a majority. The Government has intimated that it will take the matter into consideration, and it is expected that a measure dealing with the subject will be introduced at an early date. Settlers in the district have expressed satisfaction at the prospect, and a public meeting will be held to consider the position of the railway, the roads, and the rates now levied upon the ratepayers of the borough.: [554, 1354, 674, 1455]
article-block: [818, 300, 946, 535]
article-heading: NEW ZEALAND FROZEN MEAT AND STORAGE COMPANY, AUCKLAND.: [283, 573, 403, 606]
article-block: [278, 28, 408, 164]
article-heading: Coffee and Tea House,: [431, 2049, 527, 2060]
article-heading: Ashurst Family BUTCHERY.: [435, 1643, 523, 1673]
article-signature: SETTLER.: [906, 286, 942, 295]
article-body: During the present session the question was brought before the House, and after a lengthy discussion the motion was carried by a majority. The Government has intimated that it will take the matter into consideration, and it is expected that a measure dealing with the subject will be introduced at an early date. Settlers in the district have expressed satisfaction at the prospect, and a public meeting will be held to consider the position of the railway, the roads, and the rates now levied upon the ratepayers of the borough.: [420, 270, 538, 371]
article-heading: E. LARCOMBE,: [306, 729, 380, 741]
